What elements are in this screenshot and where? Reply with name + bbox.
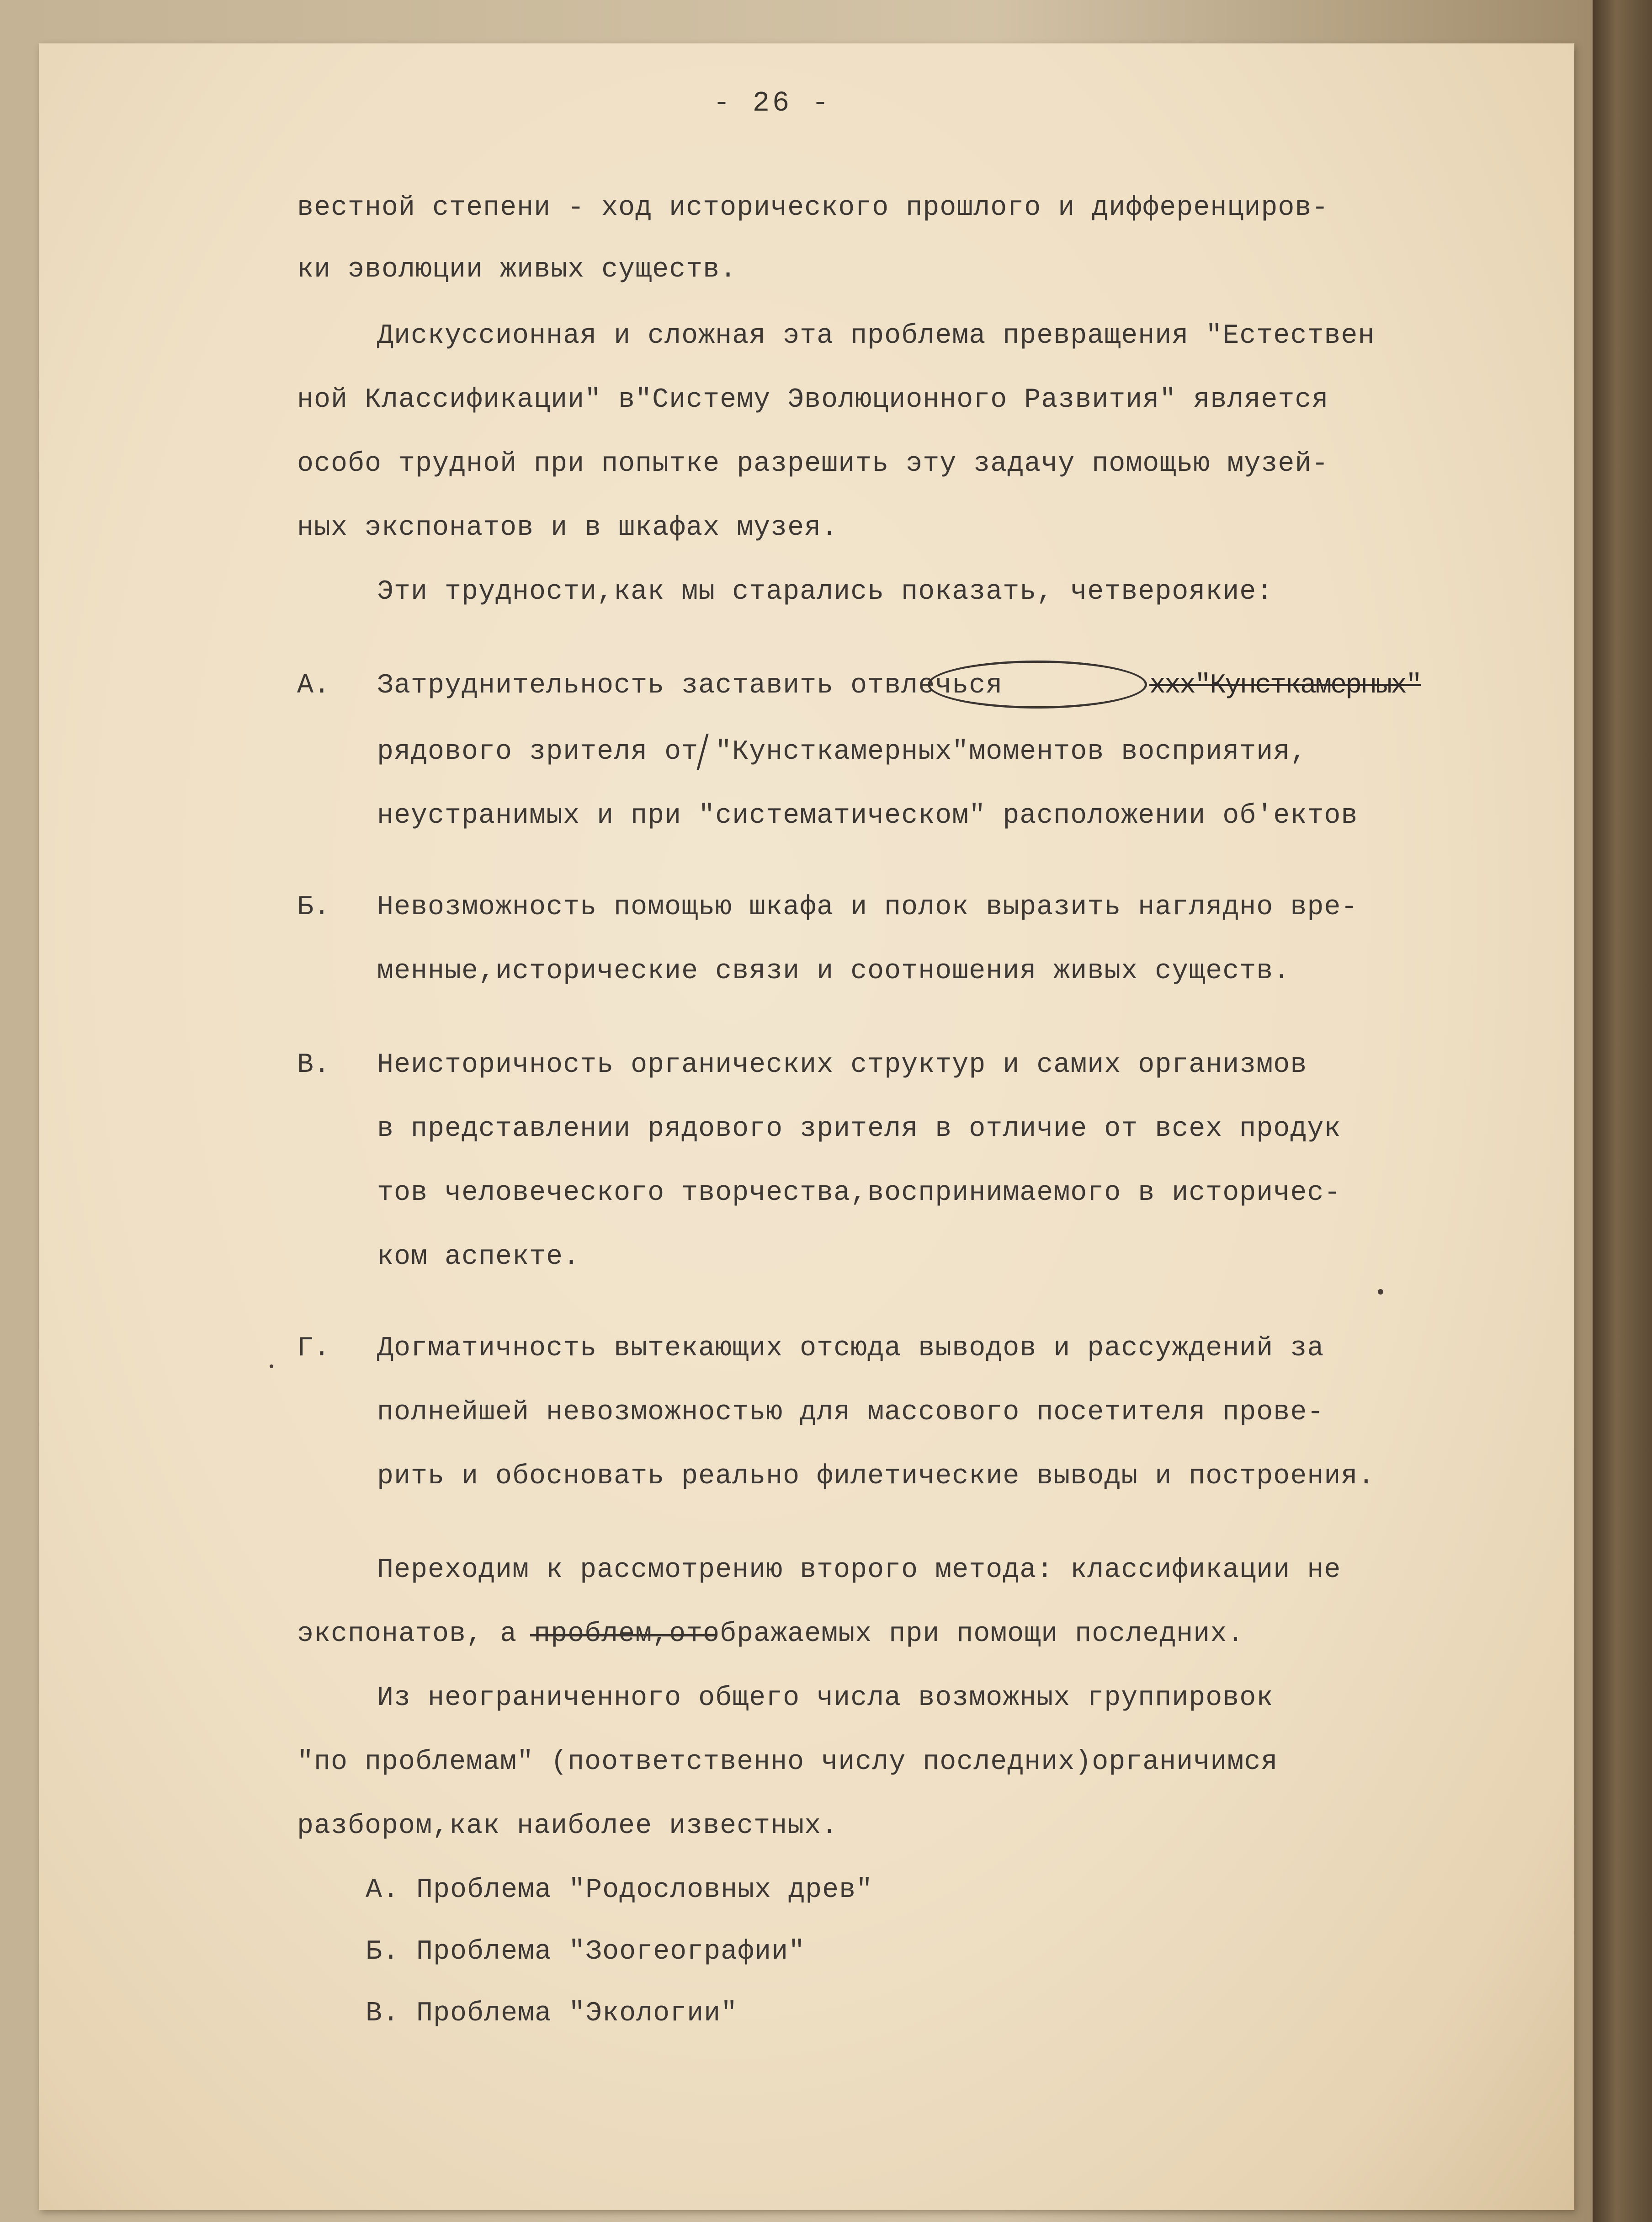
text-line: ной Классификации" в"Систему Эволюционного Развития" является [297, 384, 1329, 416]
text-line: вестной степени - ход исторического прошлого и дифференциров- [297, 192, 1329, 224]
text-line: Неисторичность органических структур и самих организмов [377, 1050, 1307, 1081]
text-line: ком аспекте. [377, 1242, 580, 1273]
text-line: Переходим к рассмотрению второго метода: классификации не [377, 1555, 1341, 1586]
problem-item: В. Проблема "Экологии" [366, 1998, 738, 2029]
list-marker: А. [297, 670, 330, 701]
text-line: менные,исторические связи и соотношения живых существ. [377, 956, 1291, 987]
list-marker: В. [297, 1050, 330, 1081]
text-line: Невозможность помощью шкафа и полок выразить наглядно вре- [377, 892, 1358, 923]
text-line: в представлении рядового зрителя в отличие от всех продук [377, 1114, 1341, 1145]
text-line: особо трудной при попытке разрешить эту задачу помощью музей- [297, 448, 1329, 480]
problem-item: Б. Проблема "Зоогеографии" [366, 1936, 806, 1967]
text-line: ки эволюции живых существ. [297, 254, 737, 285]
text-line: разбором,как наиболее известных. [297, 1811, 839, 1842]
paper-speck [270, 1364, 273, 1368]
text-line: Эти трудности,как мы старались показать, четвероякие: [377, 576, 1274, 607]
handwritten-underline [530, 1634, 717, 1636]
text-line: Из неограниченного общего числа возможных группировок [377, 1683, 1274, 1714]
binding-spine [1593, 0, 1652, 2222]
text-line: Догматичность вытекающих отсюда выводов и рассуждений за [377, 1333, 1324, 1364]
text-line: рядового зрителя от "Кунсткамерных"моментов восприятия, [377, 736, 1307, 767]
text-line: "по проблемам" (поответственно числу последних)органичимся [297, 1747, 1278, 1778]
struck-out-text: ххх"Кунсткамерных" [1149, 670, 1421, 701]
text-line: экспонатов, а проблем,отображаемых при помощи последних. [297, 1619, 1244, 1650]
text-line: тов человеческого творчества,воспринимаемого в историчес- [377, 1178, 1341, 1209]
text-line: Затруднительность заставить отвлечься [377, 670, 1003, 701]
text-line: Дискуссионная и сложная эта проблема превращения "Естествен [377, 320, 1375, 352]
text-line: полнейшей невозможностью для массового посетителя прове- [377, 1397, 1324, 1428]
text-line: ных экспонатов и в шкафах музея. [297, 512, 839, 544]
paper-speck [1378, 1289, 1383, 1295]
text-line: неустранимых и при "систематическом" расположении об'ектов [377, 800, 1358, 831]
list-marker: Б. [297, 892, 330, 923]
problem-item: А. Проблема "Родословных древ" [366, 1875, 873, 1906]
text-line: рить и обосновать реально филетические выводы и построения. [377, 1461, 1375, 1492]
page-number: - 26 - [713, 87, 832, 119]
list-marker: Г. [297, 1333, 330, 1364]
circled-insertion-mark [928, 661, 1147, 709]
